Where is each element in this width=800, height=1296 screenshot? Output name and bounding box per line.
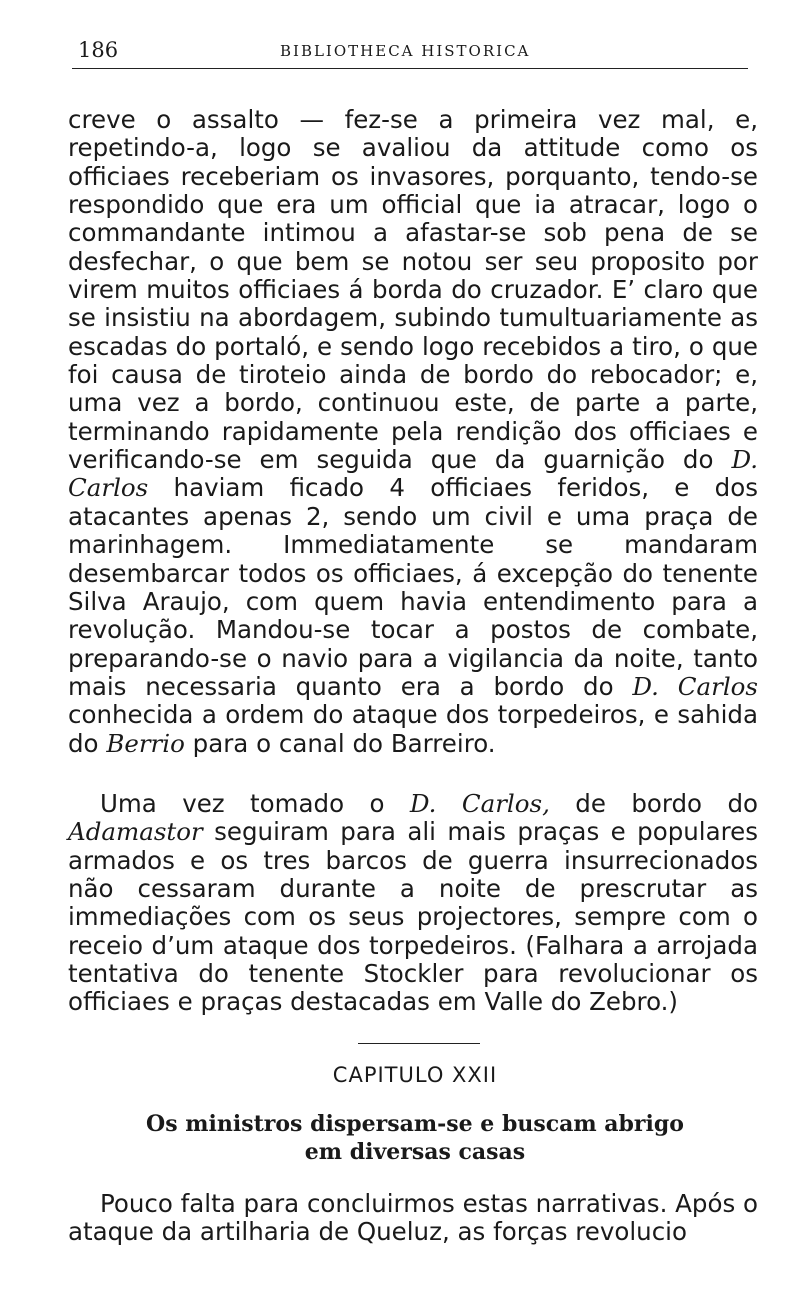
text-run: Pouco falta para concluirmos estas narrativas. Após o ataque da artilharia de Queluz, as forças revolucio bbox=[68, 1189, 758, 1247]
paragraph-pouco-falta bbox=[68, 1190, 758, 1247]
text-run: haviam ficado 4 officiaes feridos, e dos atacantes apenas 2, sendo um civil e uma praça de marinhagem. Immediatamente se mandaram desembarcar todos os officiaes, á excepção do tenente Silva Araujo, com quem havia entendimento para a revolução. Mandou-se tocar a postos de combate, preparando-se o navio para a vigilancia da noite, tanto mais necessaria quanto era a bordo do bbox=[68, 473, 758, 701]
running-header bbox=[72, 38, 748, 69]
ship-name-italic: Adamastor bbox=[68, 817, 203, 847]
ship-name-italic: Berrio bbox=[106, 728, 185, 758]
ship-name-italic: D. Carlos, bbox=[409, 789, 550, 818]
section-divider bbox=[358, 1043, 480, 1044]
paragraph-tomado bbox=[68, 790, 758, 1017]
ship-name-italic: D. Carlos bbox=[68, 445, 758, 503]
text-run: de bordo do bbox=[549, 789, 758, 818]
page-number: 186 bbox=[78, 38, 119, 62]
chapter-title bbox=[0, 1110, 800, 1166]
running-title: BIBLIOTHECA HISTORICA bbox=[280, 42, 531, 60]
chapter-title-line: em diversas casas bbox=[304, 1139, 526, 1165]
text-run: seguiram para ali mais praças e populares armados e os tres barcos de guerra insurrecionados não cessaram durante a noite de prescrutar as immediações com os seus projectores, sempre com o receio d’um ataque dos torpedeiros. (Falhara a arrojada tentativa do tenente Stockler para revolucionar os officiaes e praças destacadas em Valle do Zebro.) bbox=[68, 817, 758, 1017]
text-run: conhecida a ordem do ataque dos torpedeiros, e sahida do bbox=[68, 700, 758, 758]
paragraph-assalto bbox=[68, 106, 758, 758]
text-run: para o canal do Barreiro. bbox=[184, 728, 496, 758]
chapter-label: CAPITULO XXII bbox=[332, 1063, 498, 1087]
text-run: Uma vez tomado o bbox=[100, 789, 410, 818]
chapter-title-line: Os ministros dispersam-se e buscam abrigo bbox=[146, 1111, 684, 1137]
ship-name-italic: D. Carlos bbox=[632, 671, 759, 701]
text-run: creve o assalto — fez-se a primeira vez mal, e, repetindo-a, logo se avaliou da attitude como os officiaes receberiam os invasores, porquanto, tendo-se respondido que era um official que ia atracar, logo o commandante intimou a afastar-se sob pena de se desfechar, o que bem se notou ser seu proposito por virem muitos officiaes á borda do cruzador. E’ claro que se insistiu na abordagem, subindo tumultuariamente as escadas do portaló, e sendo logo recebidos a tiro, o que foi causa de tiroteio ainda de bordo do rebocador; e, uma vez a bordo, continuou este, de parte a parte, terminando rapidamente pela rendição dos officiaes e verificando-se em seguida que da guarnição do bbox=[68, 105, 758, 475]
